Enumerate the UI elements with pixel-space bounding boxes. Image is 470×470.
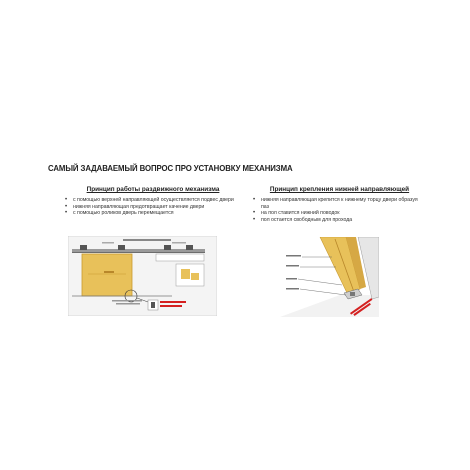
page-title: САМЫЙ ЗАДАВАЕМЫЙ ВОПРОС ПРО УСТАНОВКУ МЕХАНИЗМА: [48, 163, 293, 173]
list-item: • нижняя направляющая крепится к нижнему торцу двери образуя паз: [252, 197, 427, 210]
diagram-caption-line: [116, 303, 140, 305]
left-bullet-list: [64, 197, 242, 217]
door-panel: [82, 254, 132, 296]
top-rail-shadow: [72, 252, 205, 253]
diagram-caption-line: [172, 242, 186, 244]
sliding-mechanism-diagram: [68, 236, 217, 316]
right-bullet-list: [252, 197, 427, 224]
diagram-caption-line: [286, 288, 299, 290]
guide-illustration: [280, 237, 379, 317]
profile-detail-door: [191, 273, 199, 280]
diagram-caption-line: [112, 300, 142, 302]
list-item: • с помощью верхней направляющей осуществляется подвес двери: [64, 197, 242, 204]
guide-holder-screw: [350, 292, 355, 296]
list-item: • нижняя направляющая предотвращает качение двери: [64, 204, 242, 211]
diagram-caption-line: [286, 255, 301, 257]
door-label-mark: [104, 271, 114, 273]
diagram-caption-line: [286, 278, 297, 280]
roller-carriage: [164, 245, 171, 250]
list-item: • пол остается свободным для прохода: [252, 217, 427, 224]
red-callout-mark: [160, 301, 186, 303]
diagram-caption-line: [286, 265, 299, 267]
roller-carriage: [118, 245, 125, 250]
right-heading: Принцип крепления нижней направляющей: [269, 186, 410, 193]
left-column: [64, 186, 242, 217]
list-item: • на пол ставится нижний поводок: [252, 210, 427, 217]
right-column: [252, 186, 427, 224]
mechanism-illustration: [68, 236, 217, 316]
list-item: • с помощью роликов дверь перемещается: [64, 210, 242, 217]
profile-detail-door: [181, 269, 190, 279]
red-callout-mark: [160, 305, 182, 307]
diagram-caption-line: [123, 239, 171, 241]
roller-carriage: [80, 245, 87, 250]
bottom-guide-detail: [151, 302, 155, 308]
top-rail: [72, 249, 205, 252]
left-heading: Принцип работы раздвижного механизма: [86, 186, 220, 193]
track-detail-box: [156, 254, 204, 261]
roller-carriage: [186, 245, 193, 250]
diagram-caption-line: [102, 242, 114, 244]
bottom-guide-diagram: [280, 237, 379, 317]
